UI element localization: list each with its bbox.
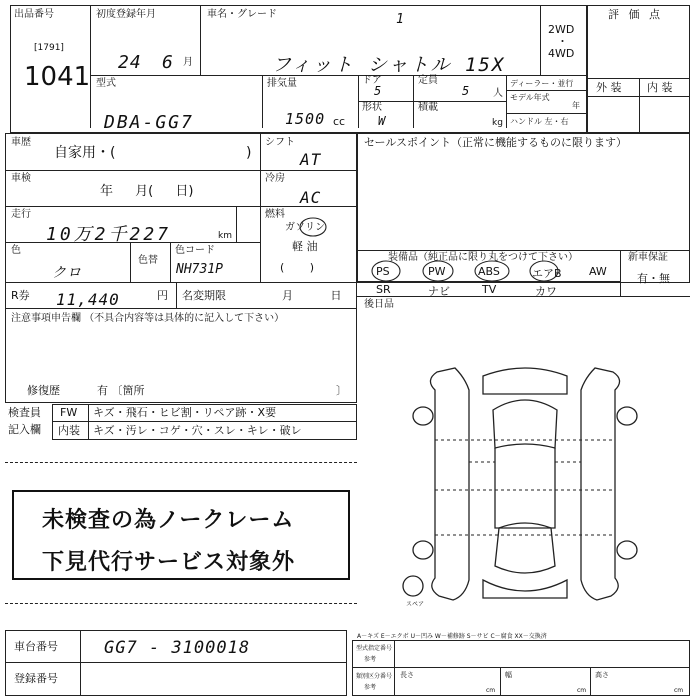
divider [5,170,260,171]
dashed-rule [5,603,357,604]
width-unit: cm [577,687,587,694]
rating-label: 評 価 点 [608,8,663,21]
first-reg-month: 6 [162,52,174,73]
fuel-gas: ガソリン [285,222,325,233]
equip-abs: ABS [478,265,500,278]
equip-airbag: エアB [532,267,562,280]
interior-insp-label: 内装 [58,424,80,437]
sales-point-label: セールスポイント（正常に機能するものに限ります） [364,136,628,149]
notice-line-2: 下見代行サービス対象外 [42,550,296,575]
new-warranty-value: 有・無 [637,272,670,285]
fuel-label: 燃料 [265,209,285,220]
color-code-label: 色コード [175,245,215,256]
shaken-label: 車検 [11,173,31,184]
divider [506,113,587,114]
shift-value: AT [300,150,322,169]
length-label: 長さ [400,671,414,679]
car-name: フィット シャトル 15X [272,54,506,76]
divider [620,250,621,296]
divider [5,242,260,243]
post-items-label: 後日品 [364,299,394,310]
divider [5,662,347,663]
divider [176,282,177,308]
new-warranty-label: 新車保証 [628,252,668,263]
history-close: ) [246,145,252,161]
divider [5,308,357,309]
height-unit: cm [674,687,684,694]
mileage-value: 10万2千227 [46,224,172,245]
shaken-value: 年 月( 日) [100,184,194,199]
capacity-label: 定員 [418,75,438,86]
divider [506,90,587,91]
divider [357,296,690,297]
name-grade-label: 車名・グレード [207,9,277,20]
height-label: 高さ [595,671,609,679]
fuel-paren: ( ) [280,261,315,274]
shape-value: W [378,114,387,128]
divider [540,5,541,75]
interior-label: 内 装 [647,81,673,94]
record-label: 記入欄 [8,423,41,436]
divider [90,75,587,76]
fuel-diesel: 軽 油 [292,240,318,253]
damage-legend: A－キズ E－エクボ U－凹み W－補修跡 S－サビ C－腐食 XX－交換済 [357,633,547,640]
recycle-unit: 円 [157,289,168,302]
notes-label: 注意事項申告欄 （不具合内容等は具体的に記入して下さい） [11,313,285,324]
repair-close: 〕 [336,384,347,397]
car-diagram [395,350,655,620]
year-unit: 年 [572,101,580,110]
divider [394,640,395,696]
type-ref: 参考 [364,684,377,691]
divider [88,404,89,440]
divider [260,133,261,282]
displacement-label: 排気量 [267,78,297,89]
lot-label: 出品番号 [14,9,54,20]
notice-line-1: 未検査の為ノークレーム [42,508,295,533]
load-unit: kg [492,118,503,128]
divider [587,96,690,97]
equip-aw: AW [589,265,607,278]
divider [80,630,81,696]
displacement-value: 1500 [285,110,326,128]
divider [200,5,201,75]
divider [639,78,640,133]
model-year-label: モデル年式 [510,93,550,102]
fw-label: FW [60,406,78,419]
divider [130,242,131,282]
lot-number: 1041 [24,62,91,92]
inspector-label: 検査員 [8,406,41,419]
divider [590,667,591,696]
divider [260,206,357,207]
recycle-label: R券 [11,289,30,302]
first-reg-year: 24 [118,52,142,73]
drive-4wd: 4WD [548,47,575,60]
chassis-label: 車台番号 [14,640,58,653]
exterior-label: 外 装 [596,81,622,94]
divider [170,242,171,282]
color-code-value: NH731P [176,262,223,277]
type-label: 類別区分番号 [356,673,393,680]
spec-ref: 参考 [364,656,377,663]
divider [262,75,263,128]
handle-label: ハンドル 左・右 [510,117,569,126]
color-value: クロ [52,265,82,281]
divider [5,282,357,283]
drive-2wd: 2WD [548,23,575,36]
doors-value: 5 [374,84,383,98]
equip-pw: PW [428,265,446,278]
divider [352,667,690,668]
first-reg-label: 初度登録年月 [96,9,156,20]
lot-code: [1791] [34,43,64,53]
spec-label: 型式指定番号 [356,645,393,652]
shift-label: シフト [265,137,295,148]
fuel-gas-circle [298,216,328,238]
dashed-rule [5,462,357,463]
divider [357,250,690,251]
fw-items: キズ・飛石・ヒビ割・リペア跡・X要 [93,406,277,419]
footer-right-box [352,640,690,696]
equip-ps: PS [376,265,390,278]
capacity-unit: 人 [493,88,503,99]
width-label: 幅 [505,671,512,679]
divider [52,421,357,422]
divider [260,170,357,171]
repair-value: 有 〔箇所 [97,384,145,397]
shape-label: 形状 [362,102,382,113]
history-value: 自家用・( [54,145,116,161]
model-value: DBA-GG7 [104,112,194,133]
divider [413,75,414,128]
mileage-unit: km [218,231,232,241]
drive-sep: ・ [557,35,568,48]
name-mark: 1 [396,12,405,27]
history-label: 車歴 [11,137,31,148]
month-unit: 月 [183,57,193,68]
aircon-value: AC [300,188,322,207]
chassis-value: GG7 - 3100018 [104,638,251,658]
divider [5,206,260,207]
model-label: 型式 [96,78,116,89]
displacement-unit: cc [333,115,346,128]
color-label: 色 [11,245,21,256]
divider [500,667,501,696]
name-change-label: 名変期限 [182,289,226,302]
name-change-value: 月 日 [282,289,342,302]
equip-leather: カワ [535,285,557,298]
repair-label: 修復歴 [27,384,60,397]
doors-label: ドア [362,75,382,86]
divider [357,281,620,282]
equipment-circles [368,259,618,283]
spare-label: スペア [406,601,425,608]
divider [236,206,237,242]
dealer-label: ディーラー・並行 [510,79,574,88]
equip-navi: ナビ [428,285,450,298]
load-label: 積載 [418,102,438,113]
recycle-value: 11,440 [56,290,120,309]
interior-items: キズ・汚レ・コゲ・穴・スレ・キレ・破レ [93,424,302,437]
equip-sr: SR [376,283,391,296]
mileage-label: 走行 [11,209,31,220]
capacity-value: 5 [462,84,471,98]
registration-label: 登録番号 [14,672,58,685]
equipment-label: 装備品（純正品に限り丸をつけて下さい） [388,252,578,263]
length-unit: cm [486,687,496,694]
equip-tv: TV [482,283,497,296]
aircon-label: 冷房 [265,173,285,184]
color-change-label: 色替 [138,255,158,266]
divider [506,75,507,128]
